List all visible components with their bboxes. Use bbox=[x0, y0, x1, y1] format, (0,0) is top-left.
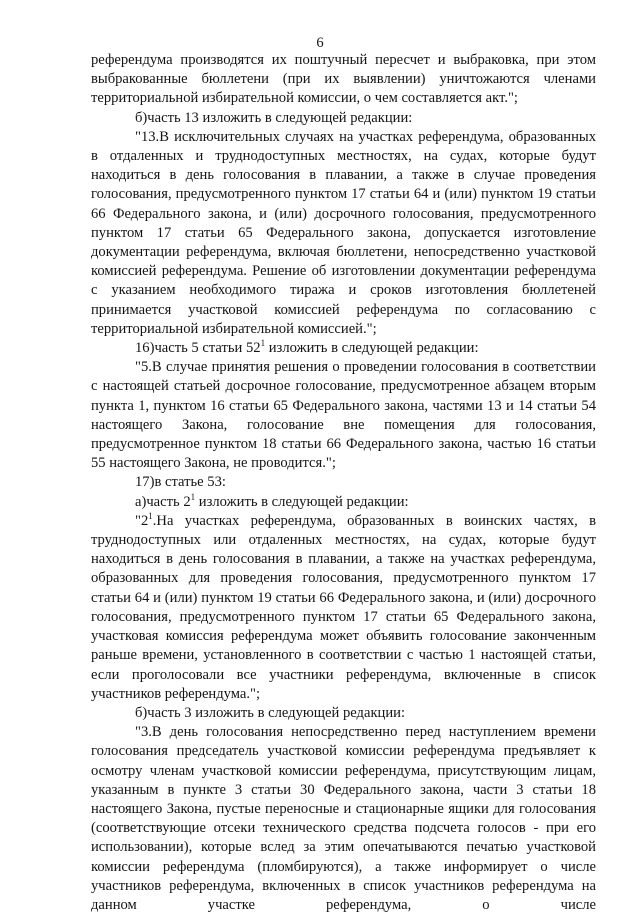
paragraph-article-53-heading: 17)в статье 53: bbox=[135, 474, 226, 491]
article-52-text-before: 16)часть 5 статьи 52 bbox=[135, 340, 261, 357]
part-2-1-text-before: а)часть 2 bbox=[135, 493, 191, 510]
page-number: 6 bbox=[316, 35, 324, 51]
paragraph-part-13-heading: б)часть 13 изложить в следующей редакции: bbox=[135, 109, 413, 126]
paragraph-part-3-text: "3.В день голосования непосредственно перед наступлением времени голосования председатель участковой комиссии референдума предъявляет к осмотру членам участковой комиссии референдума, присутствующим лицам, указанным в пункте 3 статьи 30 Федерального закона, части 3 статьи 18 настоящего Закона, пустые переносные и стационарные ящики для голосования (соответствующие отсеки технического средства подсчета голосов - при его использовании), которые вслед за этим опечатываются печатью участковой комиссии референдума (пломбируются), а также информирует о числе участников референдума, включенных в список участников референдума на данном участке референдума, о числе bbox=[91, 724, 596, 913]
document-body bbox=[91, 51, 596, 915]
part-2-1-body-before: "2 bbox=[135, 512, 149, 529]
part-2-1-text-after: изложить в следующей редакции: bbox=[195, 493, 409, 510]
part-2-1-body-after: .На участках референдума, образованных в воинских частях, в труднодоступных или отдаленных местностях, на судах, которые будут находиться в день голосования в плавании, а также на участках референдума, образованных для проведения голосования, предусмотренного пунктом 17 статьи 64 и (или) пунктом 19 статьи 66 Федерального закона, и (или) досрочного голосования, предусмотренного пунктом 17 статьи 65 Федерального закона, участковая комиссия референдума может объявить голосование законченным раньше времени, установленного в соответствии с частью 1 настоящей статьи, если проголосовали все участники референдума, включенные в список участников референдума."; bbox=[91, 512, 596, 702]
paragraph-part-13-text: "13.В исключительных случаях на участках референдума, образованных в отдаленных и труднодоступных местностях, на судах, которые будут находиться в день голосования в плавании, а также в случае проведения голосования, предусмотренного пунктом 17 статьи 64 и (или) пунктом 19 статьи 66 Федерального закона, и (или) досрочного голосования, предусмотренного пунктом 17 статьи 65 Федерального закона, допускается изготовление документации референдума, включая бюллетени, непосредственно участковой комиссией референдума. Решение об изготовлении документации референдума с указанием необходимого тиража и сроков изготовления бюллетеней принимается участковой комиссией референдума по согласованию с территориальной избирательной комиссией."; bbox=[91, 128, 596, 337]
part-2-1-body-superscript: 1 bbox=[148, 511, 153, 522]
article-52-text-after: изложить в следующей редакции: bbox=[265, 340, 479, 357]
paragraph-article-52-heading bbox=[91, 339, 596, 358]
paragraph-part-5-text: "5.В случае принятия решения о проведении голосования в соответствии с настоящей статьей досрочное голосование, предусмотренное абзацем вторым пункта 1, пунктом 16 статьи 65 Федерального закона, частями 13 и 14 статьи 54 настоящего Закона, голосование вне помещения для голосования, предусмотренное пунктом 18 статьи 66 Федерального закона, частью 16 статьи 55 настоящего Закона, не проводится."; bbox=[91, 359, 596, 472]
paragraph-part-2-1-text bbox=[91, 512, 596, 704]
paragraph-part-3-heading: б)часть 3 изложить в следующей редакции: bbox=[135, 704, 406, 721]
part-2-1-superscript: 1 bbox=[190, 491, 196, 502]
paragraph-referendum-count-end: референдума производятся их поштучный пересчет и выбраковка, при этом выбракованные бюллетени (при их выявлении) уничтожаются членами территориальной избирательной комиссии, о чем составляется акт."; bbox=[91, 52, 596, 107]
article-52-superscript: 1 bbox=[260, 338, 266, 349]
paragraph-part-2-1-heading bbox=[91, 493, 596, 512]
